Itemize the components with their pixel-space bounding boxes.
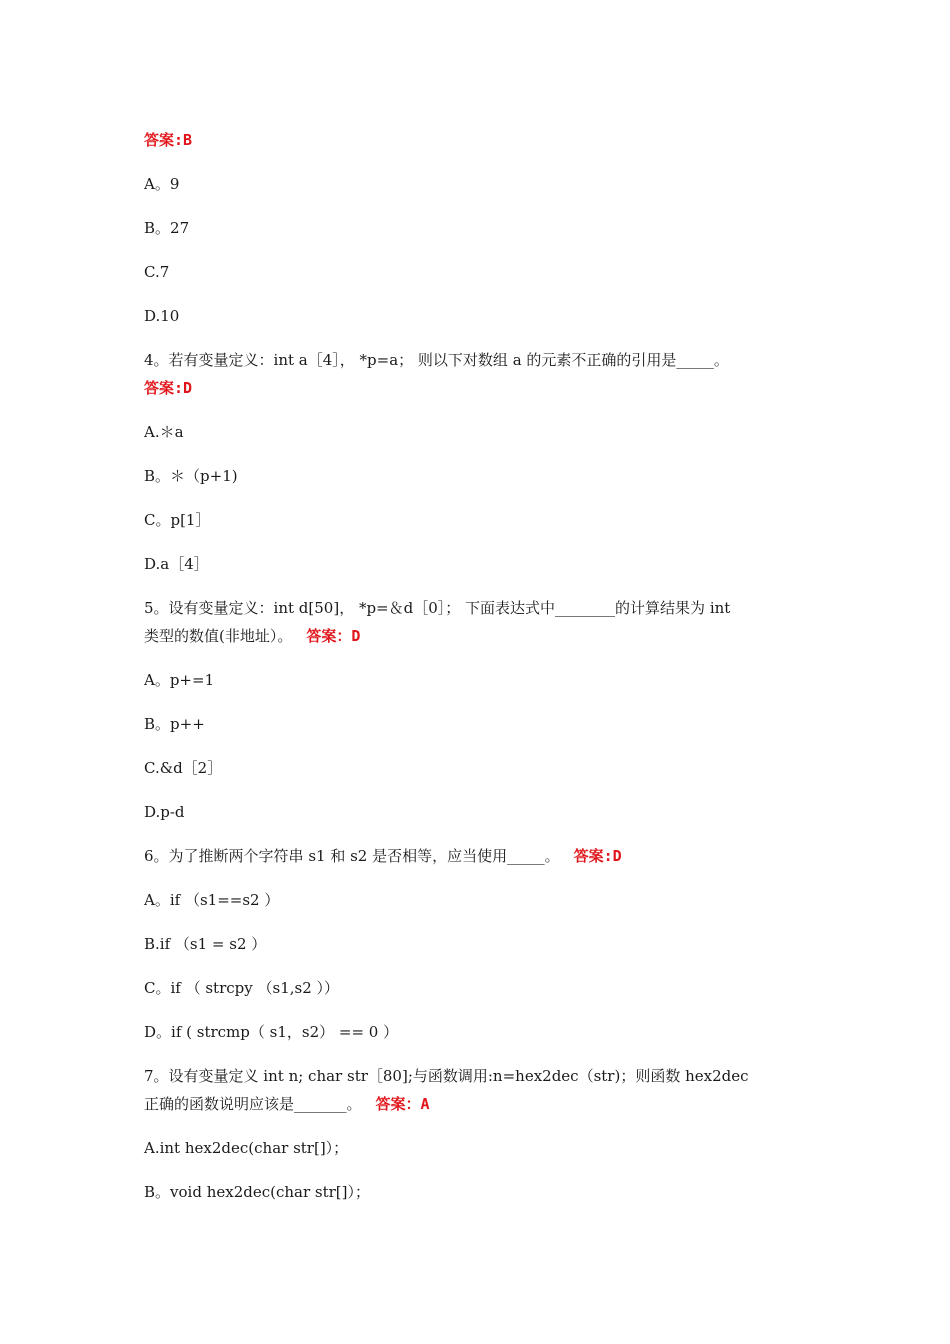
q6-option-d: D。if ( strcmp（ s1，s2） == 0 ） bbox=[144, 1023, 399, 1041]
q6-option-a: A。if （s1==s2 ） bbox=[144, 891, 280, 909]
q6-question-text: 6。为了推断两个字符串 s1 和 s2 是否相等，应当使用_____。 bbox=[144, 847, 560, 865]
q6-answer: 答案:D bbox=[573, 847, 622, 865]
q4-option-d: D.a［4］ bbox=[144, 555, 209, 573]
q7-question-line2 bbox=[144, 1090, 814, 1118]
q4-option-c: C。p[1］ bbox=[144, 511, 211, 529]
q5-question-line1: 5。设有变量定义：int d[50]， *p=＆d［0］； 下面表达式中________的计算结果为 int bbox=[144, 599, 731, 617]
q5-option-b: B。p++ bbox=[144, 715, 205, 733]
q6-option-b: B.if （s1 = s2 ） bbox=[144, 935, 267, 953]
q7-option-b: B。void hex2dec(char str[]）； bbox=[144, 1183, 371, 1201]
q7-question-text: 正确的函数说明应该是_______。 bbox=[144, 1095, 362, 1113]
q3-option-a: A。9 bbox=[144, 175, 180, 193]
q4-answer: 答案:D bbox=[144, 379, 193, 397]
q6-question-line bbox=[144, 842, 814, 870]
q4-question: 4。若有变量定义：int a［4］， *p=a； 则以下对数组 a 的元素不正确的引用是_____。 bbox=[144, 351, 729, 369]
q5-option-a: A。p+=1 bbox=[144, 671, 215, 689]
q3-option-b: B。27 bbox=[144, 219, 190, 237]
q6-option-c: C。if （ strcpy （s1,s2 ）） bbox=[144, 979, 340, 997]
q3-option-c: C.7 bbox=[144, 263, 170, 281]
q5-question-text: 类型的数值(非地址）。 bbox=[144, 627, 293, 645]
document-content bbox=[144, 126, 814, 1206]
q7-answer: 答案：A bbox=[375, 1095, 430, 1113]
q5-answer: 答案：D bbox=[306, 627, 361, 645]
q4-option-b: B。＊（p+1) bbox=[144, 467, 238, 485]
q5-question-line2 bbox=[144, 622, 814, 650]
q3-option-d: D.10 bbox=[144, 307, 180, 325]
q5-option-d: D.p-d bbox=[144, 803, 185, 821]
q7-question-line1: 7。设有变量定义 int n; char str［80];与函数调用:n=hex2dec（str)；则函数 hex2dec bbox=[144, 1067, 749, 1085]
q7-option-a: A.int hex2dec(char str[]）； bbox=[144, 1139, 349, 1157]
q4-option-a: A.＊a bbox=[144, 423, 184, 441]
q5-option-c: C.&d［2］ bbox=[144, 759, 223, 777]
q3-answer: 答案:B bbox=[144, 131, 193, 149]
